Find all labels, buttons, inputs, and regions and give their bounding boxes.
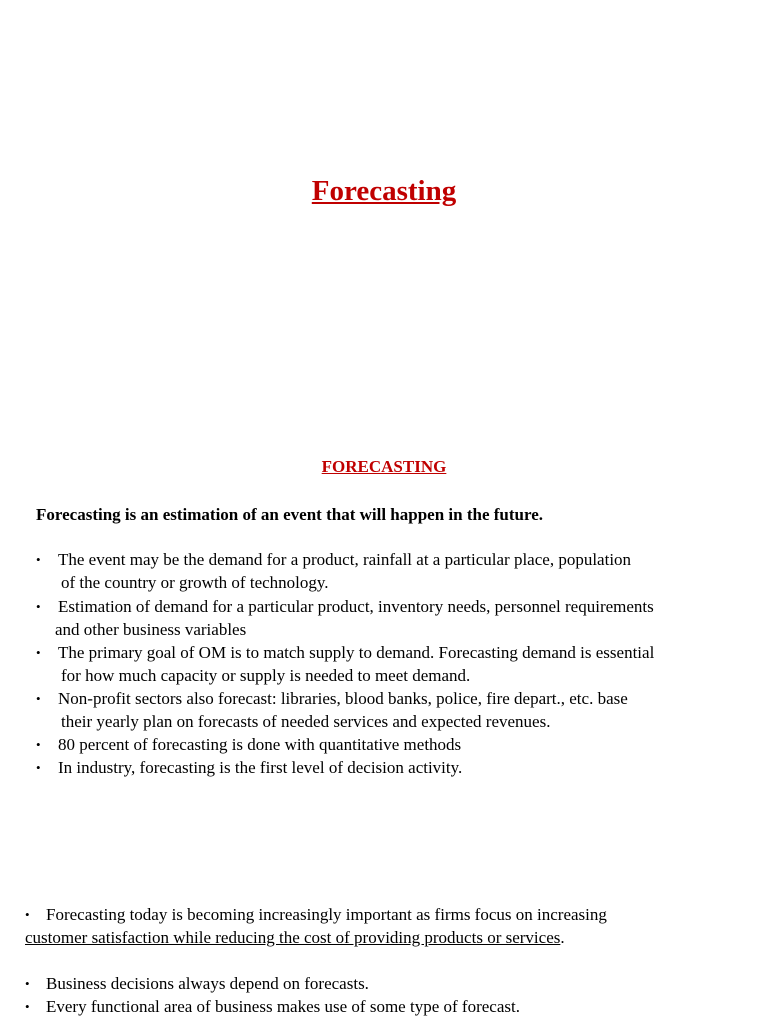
bullet-marker: •: [36, 552, 41, 567]
lower-bullet-1-line-2: [25, 926, 565, 949]
definition-text: Forecasting is an estimation of an event that will happen in the future.: [36, 505, 544, 524]
page-title: Forecasting: [311, 175, 457, 207]
bullet-marker: •: [25, 907, 30, 922]
bullet-4-line-2: their yearly plan on forecasts of needed services and expected revenues.: [61, 712, 551, 731]
bullet-marker: •: [36, 599, 41, 614]
lower-bullet-2-line-1: Business decisions always depend on forecasts.: [46, 974, 369, 993]
sentence-end: .: [560, 928, 565, 947]
bullet-marker: •: [36, 691, 41, 706]
bullet-5-line-1: 80 percent of forecasting is done with quantitative methods: [58, 735, 462, 754]
bullet-marker: •: [36, 737, 41, 752]
bullet-3-line-2: for how much capacity or supply is needed to meet demand.: [61, 666, 471, 685]
bullet-marker: •: [36, 760, 41, 775]
bullet-marker: •: [36, 645, 41, 660]
section-heading: FORECASTING: [321, 457, 447, 476]
bullet-3-line-1: The primary goal of OM is to match supply to demand. Forecasting demand is essential: [58, 643, 655, 662]
bullet-6-line-1: In industry, forecasting is the first level of decision activity.: [58, 758, 463, 777]
bullet-2-line-2: and other business variables: [55, 620, 247, 639]
underlined-text: customer satisfaction while reducing the cost of providing products or services: [25, 928, 561, 947]
lower-bullet-3-line-1: Every functional area of business makes use of some type of forecast.: [46, 997, 520, 1016]
lower-bullet-1-line-1: Forecasting today is becoming increasingly important as firms focus on increasing: [46, 905, 607, 924]
bullet-1-line-1: The event may be the demand for a product, rainfall at a particular place, population: [58, 550, 632, 569]
bullet-4-line-1: Non-profit sectors also forecast: libraries, blood banks, police, fire depart., etc. base: [58, 689, 628, 708]
bullet-marker: •: [25, 976, 30, 991]
bullet-1-line-2: of the country or growth of technology.: [61, 573, 329, 592]
bullet-marker: •: [25, 999, 30, 1014]
bullet-2-line-1: Estimation of demand for a particular product, inventory needs, personnel requirements: [58, 597, 654, 616]
